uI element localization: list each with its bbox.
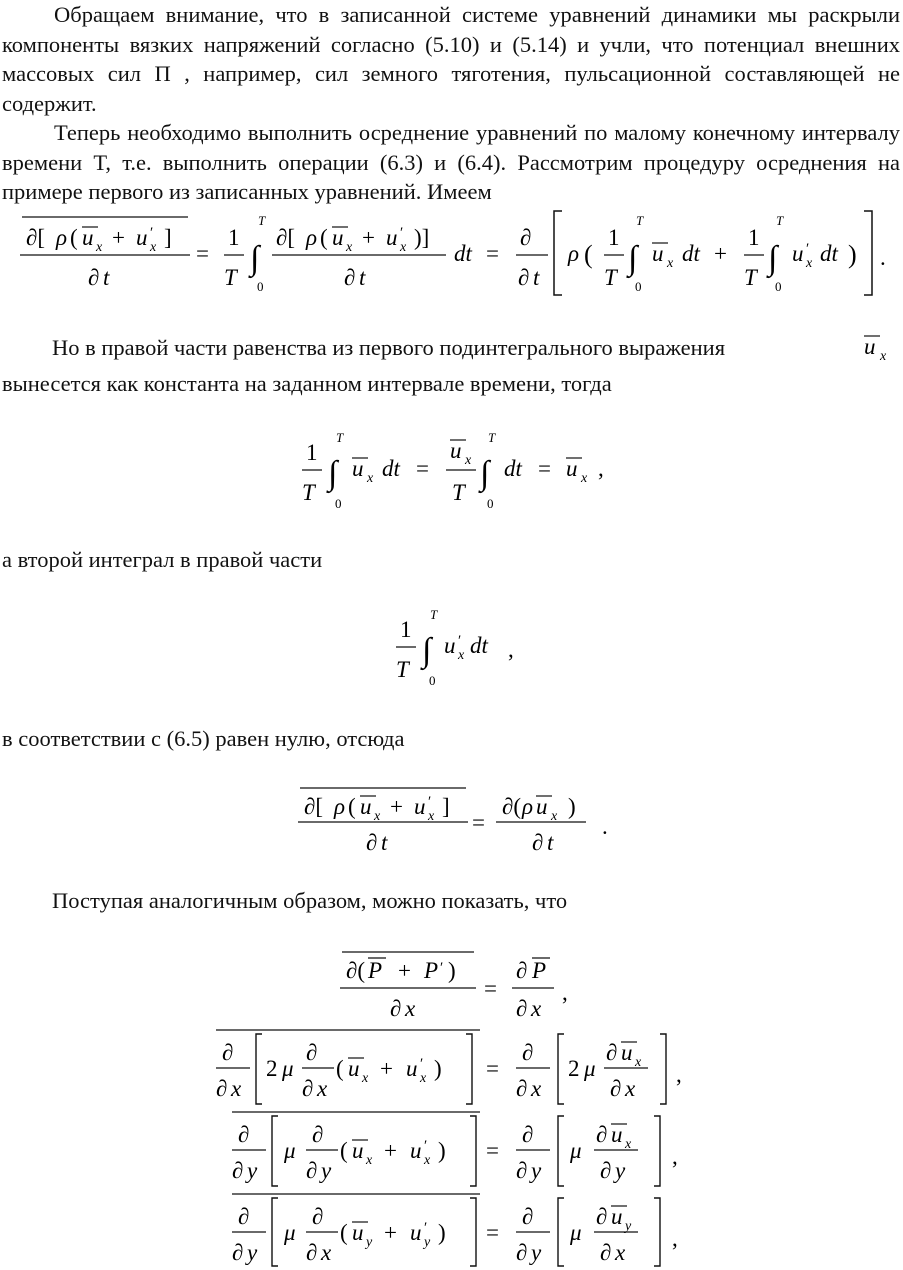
svg-text:]: ] xyxy=(442,794,450,819)
svg-text:y: y xyxy=(615,1158,626,1183)
svg-text:∂(: ∂( xyxy=(346,958,366,983)
svg-text:∂: ∂ xyxy=(312,1204,324,1229)
svg-text:2: 2 xyxy=(568,1056,580,1081)
svg-text:μ: μ xyxy=(282,1056,294,1081)
svg-text:(: ( xyxy=(70,225,78,250)
svg-text:′: ′ xyxy=(440,960,444,976)
svg-text:,: , xyxy=(672,1226,678,1251)
svg-text:=: = xyxy=(486,1056,499,1081)
svg-text:u: u xyxy=(352,1220,364,1245)
svg-text:u: u xyxy=(332,225,344,250)
svg-text:∂: ∂ xyxy=(232,1158,244,1183)
svg-text:′: ′ xyxy=(424,1138,428,1154)
svg-text:∫: ∫ xyxy=(628,240,638,277)
svg-text:0: 0 xyxy=(775,279,782,294)
svg-text:): ) xyxy=(434,1056,442,1081)
svg-text:.: . xyxy=(602,814,608,839)
svg-text:∫: ∫ xyxy=(328,455,338,492)
svg-text:u: u xyxy=(352,456,364,481)
svg-text:+: + xyxy=(398,958,411,983)
svg-text:∫: ∫ xyxy=(480,455,490,492)
svg-text:1: 1 xyxy=(400,617,412,642)
svg-text:x: x xyxy=(374,809,381,824)
svg-text:∂: ∂ xyxy=(522,1122,534,1147)
equation-5-pressure xyxy=(338,946,588,1026)
svg-text:u: u xyxy=(792,241,804,266)
svg-text:u: u xyxy=(348,1056,360,1081)
svg-text:=: = xyxy=(484,976,497,1001)
svg-text:u: u xyxy=(410,1138,422,1163)
svg-text:T: T xyxy=(258,213,266,228)
svg-text:,: , xyxy=(508,637,514,662)
svg-text:dt: dt xyxy=(504,456,522,481)
svg-text:x: x xyxy=(420,1071,427,1086)
svg-text:): ) xyxy=(438,1220,446,1245)
svg-text:x: x xyxy=(625,1076,636,1101)
svg-text:x: x xyxy=(531,996,542,1021)
svg-text:∂: ∂ xyxy=(216,1076,228,1101)
svg-text:(: ( xyxy=(340,1138,348,1163)
svg-text:∂: ∂ xyxy=(222,1040,234,1065)
svg-text:]: ] xyxy=(164,225,172,250)
svg-text:∂: ∂ xyxy=(232,1240,244,1265)
equation-6-viscous-xx xyxy=(210,1024,710,1108)
svg-text:y: y xyxy=(424,1235,431,1250)
svg-text:∂: ∂ xyxy=(306,1240,318,1265)
svg-text:∂: ∂ xyxy=(302,1076,314,1101)
svg-text:T: T xyxy=(452,480,465,505)
svg-text:,: , xyxy=(598,456,604,481)
svg-text:,: , xyxy=(676,1062,682,1087)
svg-text:x: x xyxy=(424,1153,431,1168)
svg-text:0: 0 xyxy=(257,279,264,294)
svg-text:=: = xyxy=(196,241,209,266)
svg-text:x: x xyxy=(667,256,674,271)
svg-text:T: T xyxy=(488,430,496,445)
svg-text:T: T xyxy=(604,265,617,290)
svg-text:+: + xyxy=(112,225,125,250)
svg-text:1: 1 xyxy=(748,225,760,250)
svg-text:ρ: ρ xyxy=(568,241,580,266)
svg-text:+: + xyxy=(390,794,403,819)
svg-text:μ: μ xyxy=(284,1138,296,1163)
svg-text:u: u xyxy=(621,1040,633,1065)
svg-text:ρ: ρ xyxy=(522,794,534,819)
svg-text:ρ: ρ xyxy=(306,225,318,250)
svg-text:x: x xyxy=(231,1076,242,1101)
svg-text:P: P xyxy=(368,958,383,983)
svg-text:+: + xyxy=(362,225,375,250)
svg-text:∂: ∂ xyxy=(516,996,528,1021)
svg-text:∂: ∂ xyxy=(516,1240,528,1265)
equation-7-viscous-yx xyxy=(226,1106,706,1190)
svg-text:u: u xyxy=(864,334,876,359)
paragraph-2: Теперь необходимо выполнить осреднение уравнений по малому конечному интервалу времени T, т.е. выполнить операции (6.3) и (6.4). Рассмотрим процедуру осреднения на примере первого из записанных уравнений. Имеем xyxy=(2,120,900,204)
svg-text:∂: ∂ xyxy=(390,996,402,1021)
svg-text:u: u xyxy=(566,456,578,481)
svg-text:dt: dt xyxy=(454,241,472,266)
svg-text:): ) xyxy=(848,240,857,269)
svg-text:u: u xyxy=(611,1122,623,1147)
equation-1-averaging-derivative xyxy=(0,205,903,305)
svg-text:∂: ∂ xyxy=(522,1204,534,1229)
equation-8-viscous-yy xyxy=(226,1188,706,1270)
svg-text:u: u xyxy=(450,438,462,463)
svg-text:P: P xyxy=(532,958,547,983)
svg-text:1: 1 xyxy=(608,225,620,250)
svg-text:dt: dt xyxy=(382,456,400,481)
svg-text:+: + xyxy=(714,241,727,266)
svg-text:T: T xyxy=(744,265,757,290)
svg-text:′: ′ xyxy=(806,241,810,257)
svg-text:∂: ∂ xyxy=(238,1122,250,1147)
svg-text:′: ′ xyxy=(150,225,154,241)
svg-text:x: x xyxy=(362,1071,369,1086)
svg-text:,: , xyxy=(672,1144,678,1169)
svg-text:μ: μ xyxy=(570,1220,582,1245)
svg-text:u: u xyxy=(410,1220,422,1245)
svg-text:∫: ∫ xyxy=(250,240,260,277)
svg-text:∂: ∂ xyxy=(88,265,100,290)
svg-text:∂: ∂ xyxy=(596,1204,608,1229)
svg-text:+: + xyxy=(380,1056,393,1081)
svg-text:1: 1 xyxy=(306,440,318,465)
svg-text:μ: μ xyxy=(284,1220,296,1245)
svg-text:′: ′ xyxy=(428,794,432,810)
svg-text:∂: ∂ xyxy=(600,1158,612,1183)
svg-text:μ: μ xyxy=(584,1056,596,1081)
svg-text:T: T xyxy=(336,430,344,445)
svg-text:x: x xyxy=(367,471,374,486)
svg-text:(: ( xyxy=(348,794,356,819)
svg-text:x: x xyxy=(321,1240,332,1265)
svg-text:+: + xyxy=(384,1220,397,1245)
svg-text:∂(: ∂( xyxy=(502,794,522,819)
svg-text:′: ′ xyxy=(458,633,462,649)
svg-text:): ) xyxy=(568,794,576,819)
svg-text:x: x xyxy=(615,1240,626,1265)
svg-text:u: u xyxy=(611,1204,623,1229)
svg-text:0: 0 xyxy=(429,673,436,688)
paragraph-1: Обращаем внимание, что в записанной системе уравнений динамики мы раскрыли компоненты вязких напряжений согласно (5.10) и (5.14) и учли, что потенциал внешних массовых сил Π , например, сил земного тяготения, пульсационной составляющей не содержит. xyxy=(2,2,900,116)
svg-text:u: u xyxy=(536,794,548,819)
svg-text:T: T xyxy=(430,607,438,622)
svg-text:T: T xyxy=(636,213,644,228)
svg-text:∂: ∂ xyxy=(596,1122,608,1147)
svg-text:x: x xyxy=(400,240,407,255)
svg-text:y: y xyxy=(247,1158,258,1183)
svg-text:=: = xyxy=(486,1138,499,1163)
svg-text:∂: ∂ xyxy=(366,830,378,855)
svg-text:∂: ∂ xyxy=(344,265,356,290)
paragraph-5: в соответствии с (6.5) равен нулю, отсюда xyxy=(2,726,405,751)
svg-text:′: ′ xyxy=(420,1056,424,1072)
svg-text:∂: ∂ xyxy=(606,1040,618,1065)
svg-text:u: u xyxy=(136,225,148,250)
svg-text:T: T xyxy=(396,657,409,682)
svg-text:t: t xyxy=(533,265,540,290)
svg-text:P: P xyxy=(424,958,439,983)
svg-text:u: u xyxy=(82,225,94,250)
svg-text:∂: ∂ xyxy=(522,1040,534,1065)
svg-text:+: + xyxy=(384,1138,397,1163)
svg-text:0: 0 xyxy=(635,279,642,294)
svg-text:x: x xyxy=(880,349,887,364)
svg-text:y: y xyxy=(531,1158,542,1183)
svg-text:x: x xyxy=(366,1153,373,1168)
paragraph-3-end: вынесется как константа на заданном интервале времени, тогда xyxy=(2,371,612,396)
svg-text:(: ( xyxy=(336,1056,344,1081)
svg-text:t: t xyxy=(547,830,554,855)
svg-text:dt: dt xyxy=(820,241,838,266)
svg-text:): ) xyxy=(438,1138,446,1163)
svg-text:x: x xyxy=(625,1137,632,1152)
svg-text:μ: μ xyxy=(570,1138,582,1163)
svg-text:∂: ∂ xyxy=(516,958,528,983)
svg-text:): ) xyxy=(448,958,456,983)
svg-text:dt: dt xyxy=(470,633,488,658)
svg-text:(: ( xyxy=(340,1220,348,1245)
svg-text:,: , xyxy=(562,980,568,1005)
svg-text:T: T xyxy=(776,213,784,228)
equation-3-fluctuation-integral xyxy=(392,605,532,695)
svg-text:T: T xyxy=(224,265,237,290)
svg-text:=: = xyxy=(486,241,499,266)
svg-text:u: u xyxy=(444,633,456,658)
svg-text:u: u xyxy=(386,225,398,250)
svg-text:∂: ∂ xyxy=(520,225,532,250)
svg-text:=: = xyxy=(486,1220,499,1245)
svg-text:(: ( xyxy=(584,240,593,269)
svg-text:∂: ∂ xyxy=(610,1076,622,1101)
svg-text:∂: ∂ xyxy=(600,1240,612,1265)
svg-text:=: = xyxy=(472,810,485,835)
svg-text:∂[: ∂[ xyxy=(276,225,296,250)
svg-text:x: x xyxy=(635,1055,642,1070)
svg-text:x: x xyxy=(428,809,435,824)
svg-text:2: 2 xyxy=(266,1056,278,1081)
svg-text:∂: ∂ xyxy=(306,1040,318,1065)
svg-text:∂: ∂ xyxy=(238,1204,250,1229)
svg-text:ρ: ρ xyxy=(334,794,346,819)
svg-text:∂: ∂ xyxy=(518,265,530,290)
svg-text:y: y xyxy=(625,1219,632,1234)
svg-text:.: . xyxy=(880,245,886,270)
svg-text:x: x xyxy=(96,240,103,255)
svg-text:0: 0 xyxy=(487,496,494,511)
svg-text:∂: ∂ xyxy=(516,1076,528,1101)
paragraph-6: Поступая аналогичным образом, можно показать, что xyxy=(52,888,568,913)
paragraph-3: Но в правой части равенства из первого подинтегрального выражения xyxy=(52,335,726,360)
svg-text:u: u xyxy=(414,794,426,819)
svg-text:∂: ∂ xyxy=(306,1158,318,1183)
svg-text:′: ′ xyxy=(424,1220,428,1236)
svg-text:u: u xyxy=(352,1138,364,1163)
inline-u-x-mean xyxy=(858,328,902,364)
svg-text:1: 1 xyxy=(228,225,240,250)
svg-text:∂[: ∂[ xyxy=(304,794,324,819)
svg-text:(: ( xyxy=(320,225,328,250)
svg-text:dt: dt xyxy=(682,241,700,266)
svg-text:x: x xyxy=(581,471,588,486)
svg-text:∂: ∂ xyxy=(516,1158,528,1183)
svg-text:ρ: ρ xyxy=(56,225,68,250)
svg-text:T: T xyxy=(302,480,315,505)
equation-4-averaged-result xyxy=(296,780,626,860)
svg-text:u: u xyxy=(360,794,372,819)
equation-2-mean-integral xyxy=(300,428,620,518)
svg-text:y: y xyxy=(531,1240,542,1265)
svg-text:x: x xyxy=(551,809,558,824)
svg-text:t: t xyxy=(103,265,110,290)
svg-text:x: x xyxy=(317,1076,328,1101)
svg-text:x: x xyxy=(465,453,472,468)
svg-text:y: y xyxy=(247,1240,258,1265)
svg-text:x: x xyxy=(531,1076,542,1101)
svg-text:∂: ∂ xyxy=(532,830,544,855)
svg-text:u: u xyxy=(406,1056,418,1081)
svg-text:y: y xyxy=(321,1158,332,1183)
svg-text:u: u xyxy=(652,241,664,266)
svg-text:x: x xyxy=(806,256,813,271)
svg-text:x: x xyxy=(346,240,353,255)
svg-text:x: x xyxy=(405,996,416,1021)
svg-text:t: t xyxy=(381,830,388,855)
svg-text:t: t xyxy=(359,265,366,290)
svg-text:y: y xyxy=(366,1235,373,1250)
svg-text:∫: ∫ xyxy=(768,240,778,277)
svg-text:x: x xyxy=(150,240,157,255)
svg-text:)]: )] xyxy=(414,225,430,250)
svg-text:∂[: ∂[ xyxy=(26,225,46,250)
svg-text:0: 0 xyxy=(335,496,342,511)
svg-text:′: ′ xyxy=(400,225,404,241)
svg-text:x: x xyxy=(458,648,465,663)
paragraph-4: а второй интеграл в правой части xyxy=(2,547,323,572)
svg-text:=: = xyxy=(416,456,429,481)
svg-text:=: = xyxy=(538,456,551,481)
svg-text:∂: ∂ xyxy=(312,1122,324,1147)
svg-text:∫: ∫ xyxy=(422,632,432,669)
